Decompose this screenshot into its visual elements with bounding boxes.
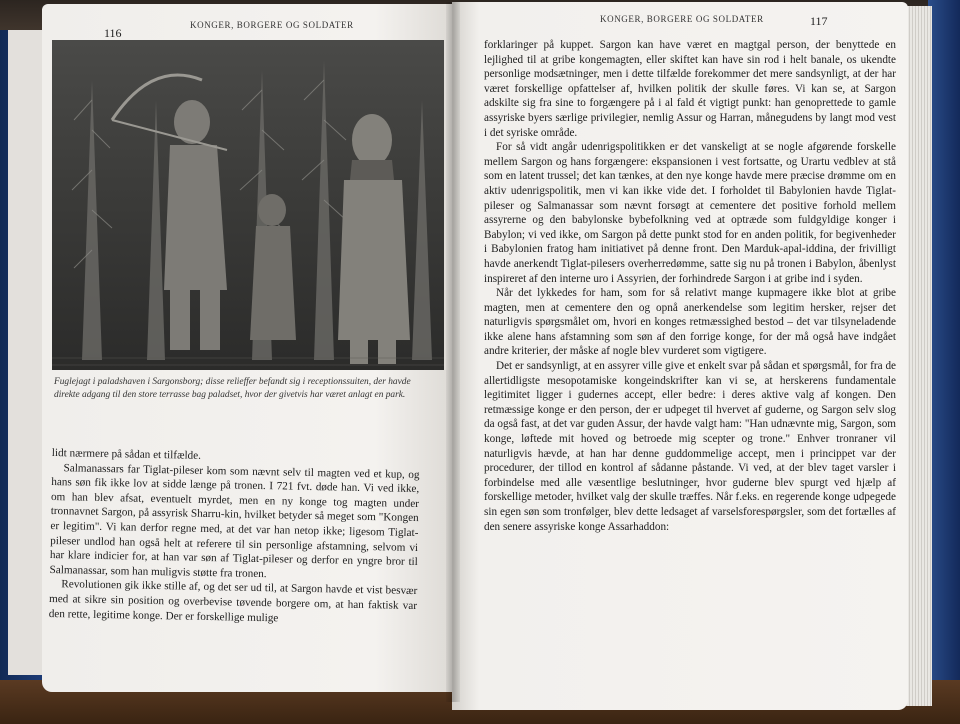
right-page	[452, 2, 908, 710]
relief-illustration	[52, 40, 444, 370]
paragraph: Det er sandsynligt, at en assyrer ville give et enkelt svar på sådan et spørgsmål, for fra de allertidligste mesopotamiske kongeindskrifter kan vi se, at herskerens fundamentale legitimitet ligger i gudernes accept, eller bedre: i deres aktive valg af kongen. Den retmæssige konge er den person, der er udpeget til hvervet af guderne, og Sargon selv slog da også fast, at det var guden Assur, der havde valgt ham: "Han udnævnte mig, Sargon, som konge, løftede mit hoved og betroede mig scepter og trone." Enhver tronraner vil naturligvis hævde, at han har denne guddommelige accept, men i princippet var der procedurer, der tillod en kontrol af sådanne påstande. Vi ved, at der blev taget varsler i forbindelse med alle væsentlige beslutninger, hvor guderne blev spurgt ved hjælp af forskellige metoder, hvilket valg der skulle træffes. Når f.eks. en regerende konge udpegede sin egen søn som tronfølger, blev dette ledsaget af varselsforespørgsler, som det fortælles af den senere assyriske konge Assarhaddon:	[484, 360, 896, 533]
paragraph: Når det lykkedes for ham, som for så relativt mange kupmagere ikke blot at gribe magten, men at cementere den og opnå anerkendelse som legitim hersker, rejser det naturligvis spørgsmålet om, hvori en konges retmæssighed bestod – det var tilsyneladende ikke alene hans afstamning som søn af den forrige konge, for der må også have indgået andre kriterier, der måske af nogle blev vurderet som vigtigere.	[484, 287, 896, 358]
page-stack-left	[8, 30, 44, 675]
running-head-left: KONGER, BORGERE OG SOLDATER	[190, 20, 354, 30]
paragraph: For så vidt angår udenrigspolitikken er det vanskeligt at se nogle afgørende forskelle mellem Sargon og hans forgængere: ekspansionen i vest fortsatte, og Urartu vedblev at stå som en latent trussel; det kan tænkes, at den nye konge havde mere præcise drømme om en aktiv udenrigspolitik, men vi kan ikke vide det. I forholdet til Babylonien havde Tiglat-pileser og Salmanassar som nævnt forsøgt at cementere det positive forhold mellem assyrerne og den babylonske bybefolkning ved at optræde som fuldgyldige konger i Babylon; vi ved ikke, om Sargon på dette punkt stod for en anden politik, for begivenheder i Babylonien fratog ham initiativet på denne front. Den Marduk-apal-iddina, der frivilligt havde anerkendt Tiglat-pilesers overherredømme, satte sig nu på tronen i Babylon, åbenlyst inspireret af den interne uro i Assyrien, der forhindrede Sargon i at gribe ind i syden.	[484, 141, 896, 285]
paragraph: forklaringer på kuppet. Sargon kan have været en magtgal person, der benyttede en lejlighed til at gribe kongemagten, eller skiftet kan have sin rod i helt banale, os ukendte personlige modsætninger, men i dette tilfælde forekommer det mere sandsynligt, at der har været forskellige opfattelser af, hvilken politik der skulle føres. Vi kan se, at Sargon adskilte sig fra sine to forgængere på i al fald ét vigtigt punkt: han genoprettede to gamle assyriske byers særlige privilegier, nemlig Assur og Harran, månegudens by langt mod vest i det syriske område.	[484, 39, 896, 139]
running-head-right: KONGER, BORGERE OG SOLDATER	[600, 14, 764, 24]
book-cover-right	[928, 0, 960, 724]
left-page	[42, 4, 458, 692]
page-stack-right	[904, 6, 932, 706]
right-page-body	[484, 38, 896, 534]
paragraph: Revolutionen gik ikke stille af, og det ser ud til, at Sargon havde et vist besvær med at sikre sin position og overbevise tøvende borgere om, at han faktisk var den rette, legitime konge. Der er forskellige mulige	[48, 578, 418, 624]
paragraph: lidt nærmere på sådan et tilfælde.	[51, 446, 202, 462]
left-page-body	[49, 446, 420, 628]
relief-photo	[52, 40, 444, 370]
paragraph: Salmanassars far Tiglat-pileser kom som nævnt selv til magten ved et kup, og hans søn fik ikke lov at sidde længe på tronen. I 721 fvt. døde han. Vi ved ikke, om han blev afsat, eventuelt myrdet, men en ny konge tog magten under tronnavnet Sargon, på assyrisk Sharru-kin, hvilket betyder så meget som "Kongen er legitim". Vi kan derfor regne med, at det var han netop ikke; ligesom Tiglat-pileser undlod han også helt at referere til sin personlige afstamning, selvom vi har klare indicier for, at han var søn af Tiglat-pileser og derfor en yngre bror til Salmanassar, som han muligvis støtte fra tronen.	[49, 461, 420, 580]
page-number-right: 117	[810, 14, 828, 28]
photo-caption: Fuglejagt i paladshaven i Sargonsborg; disse relieffer befandt sig i receptionssuiten, der havde direkte adgang til den store terrasse bag paladset, hvor der givetvis har været anlagt en park.	[54, 377, 411, 400]
page-number-left: 116	[104, 26, 122, 40]
book-gutter	[446, 2, 460, 702]
